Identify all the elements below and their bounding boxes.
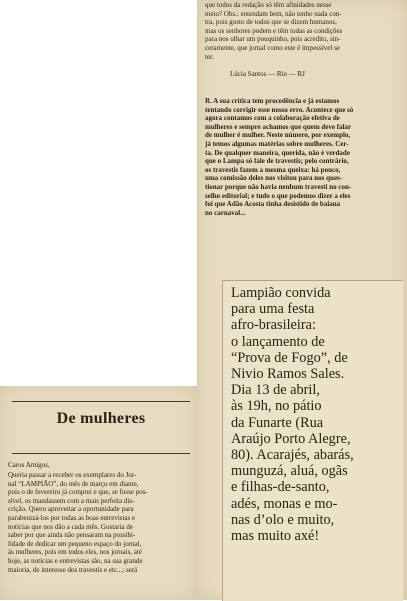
- reply-line: tionar porque não havia nenhum travesti no con-: [205, 182, 352, 191]
- event-announcement-text: [231, 285, 403, 544]
- section-title-rule-bottom: [12, 453, 190, 454]
- announcement-line: afro-brasileira:: [231, 317, 316, 334]
- letter-greeting: Caros Amigos,: [8, 461, 50, 469]
- announcement-line: “Prova de Fogo”, de: [231, 349, 348, 366]
- reply-line: os travestis fazem a mesma queixa: há pouco,: [205, 165, 341, 174]
- letter-line: que todos da redação só têm afinidades nesse: [205, 1, 332, 9]
- section-title: De mulheres: [56, 410, 146, 427]
- letter-line: pois o de fevereiro já comprei e que, se fosse pos-: [8, 488, 148, 497]
- section-title-rule-top: [12, 401, 190, 402]
- announcement-line: mas muito axé!: [231, 528, 320, 545]
- reply-line: que o Lampa só fale de travestis; pelo contrário,: [205, 157, 349, 166]
- reply-line: R. A sua crítica tem procedência e já estamos: [205, 97, 340, 105]
- reply-line: mulheres e sempre achamos que quem deve falar: [205, 122, 352, 131]
- letter-line: mas os senhores podem e têm todas as condições: [205, 26, 343, 35]
- letter-line: meio? Obs.: entendam bem, não tenho nada con-: [205, 9, 342, 18]
- letter-line: hoje, as notícias e entrevistas são, na sua grande: [8, 556, 143, 565]
- announcement-line: munguzá, aluá, ogãs: [231, 463, 348, 480]
- letter-line: lidade de dedicar um pequeno espaço do jornal,: [8, 539, 142, 548]
- reply-line: foi que Adão Acosta tinha desistido de baiana: [205, 200, 341, 209]
- announcement-line: adés, monas e mo-: [231, 495, 338, 512]
- reader-letter-continuation: [205, 1, 395, 61]
- letter-line: para nos olhar um pouquinho, pois acredito, sin-: [205, 35, 341, 44]
- letter-line: crição. Quero aproveitar a oportunidade para: [8, 505, 134, 514]
- announcement-line: nas d’olo e muito,: [231, 511, 335, 528]
- reply-line: no carnaval...: [205, 208, 246, 217]
- announcement-line: o lançamento de: [231, 333, 325, 350]
- announcement-line: às 19h, no pátio: [231, 398, 322, 415]
- reader-letter: [8, 461, 192, 574]
- letter-line: sível, os mandassem com a mais perfeita dis-: [8, 496, 135, 505]
- letter-line: às mulheres, pois em todos eles, nos jornais, até: [8, 548, 142, 557]
- letter-line: parabenizá-los por todas as boas entrevistas e: [8, 513, 136, 522]
- announcement-line: 80). Acarajés, abarás,: [231, 447, 354, 464]
- letter-signature: Lúcia Santos — Rio — RJ: [230, 70, 305, 78]
- letter-line: maioria, de interesse dos travestis e etc...; será: [8, 565, 138, 574]
- reply-line: uma comissão deles nos visitou para nos ques-: [205, 174, 343, 183]
- reply-line: agora contamos com a colaboração efetiva de: [205, 114, 340, 123]
- reply-line: tentando corrigir esse nosso erro. Acontece que só: [205, 105, 354, 114]
- announcement-line: Nivio Ramos Sales.: [231, 366, 345, 383]
- announcement-line: Dia 13 de abril,: [231, 382, 320, 399]
- announcement-line: e filhas-de-santo,: [231, 479, 330, 496]
- editorial-reply: [205, 97, 397, 217]
- letter-line: saber por que ainda não pensaram na possibi-: [8, 531, 136, 540]
- reply-line: já temos algumas matérias sobre mulheres. Cer-: [205, 139, 349, 148]
- announcement-line: Lampião convida: [231, 285, 331, 301]
- letter-line: Queria passar a receber os exemplares do Jor-: [8, 471, 137, 479]
- announcement-line: para uma festa: [231, 301, 315, 318]
- announcement-line: da Funarte (Rua: [231, 414, 324, 431]
- letter-line: ter.: [205, 52, 214, 61]
- reply-line: ta. De qualquer maneira, querida, não é verdade: [205, 148, 350, 157]
- letter-line: notícias que nos dão a cada mês. Gostaria de: [8, 522, 133, 531]
- letter-line: ceramente, que jornal como este é impossível se: [205, 43, 340, 52]
- letter-line: tra, pois gosto de todos que se dizem humanos,: [205, 18, 337, 27]
- announcement-line: Araújo Porto Alegre,: [231, 430, 351, 447]
- reply-line: de mulher é mulher. Neste número, por exemplo,: [205, 131, 351, 140]
- letter-line: nal “LAMPIÃO”, do mês de março em diante,: [8, 479, 139, 488]
- reply-line: selho editorial; e tudo o que podemos dizer a eles: [205, 191, 351, 200]
